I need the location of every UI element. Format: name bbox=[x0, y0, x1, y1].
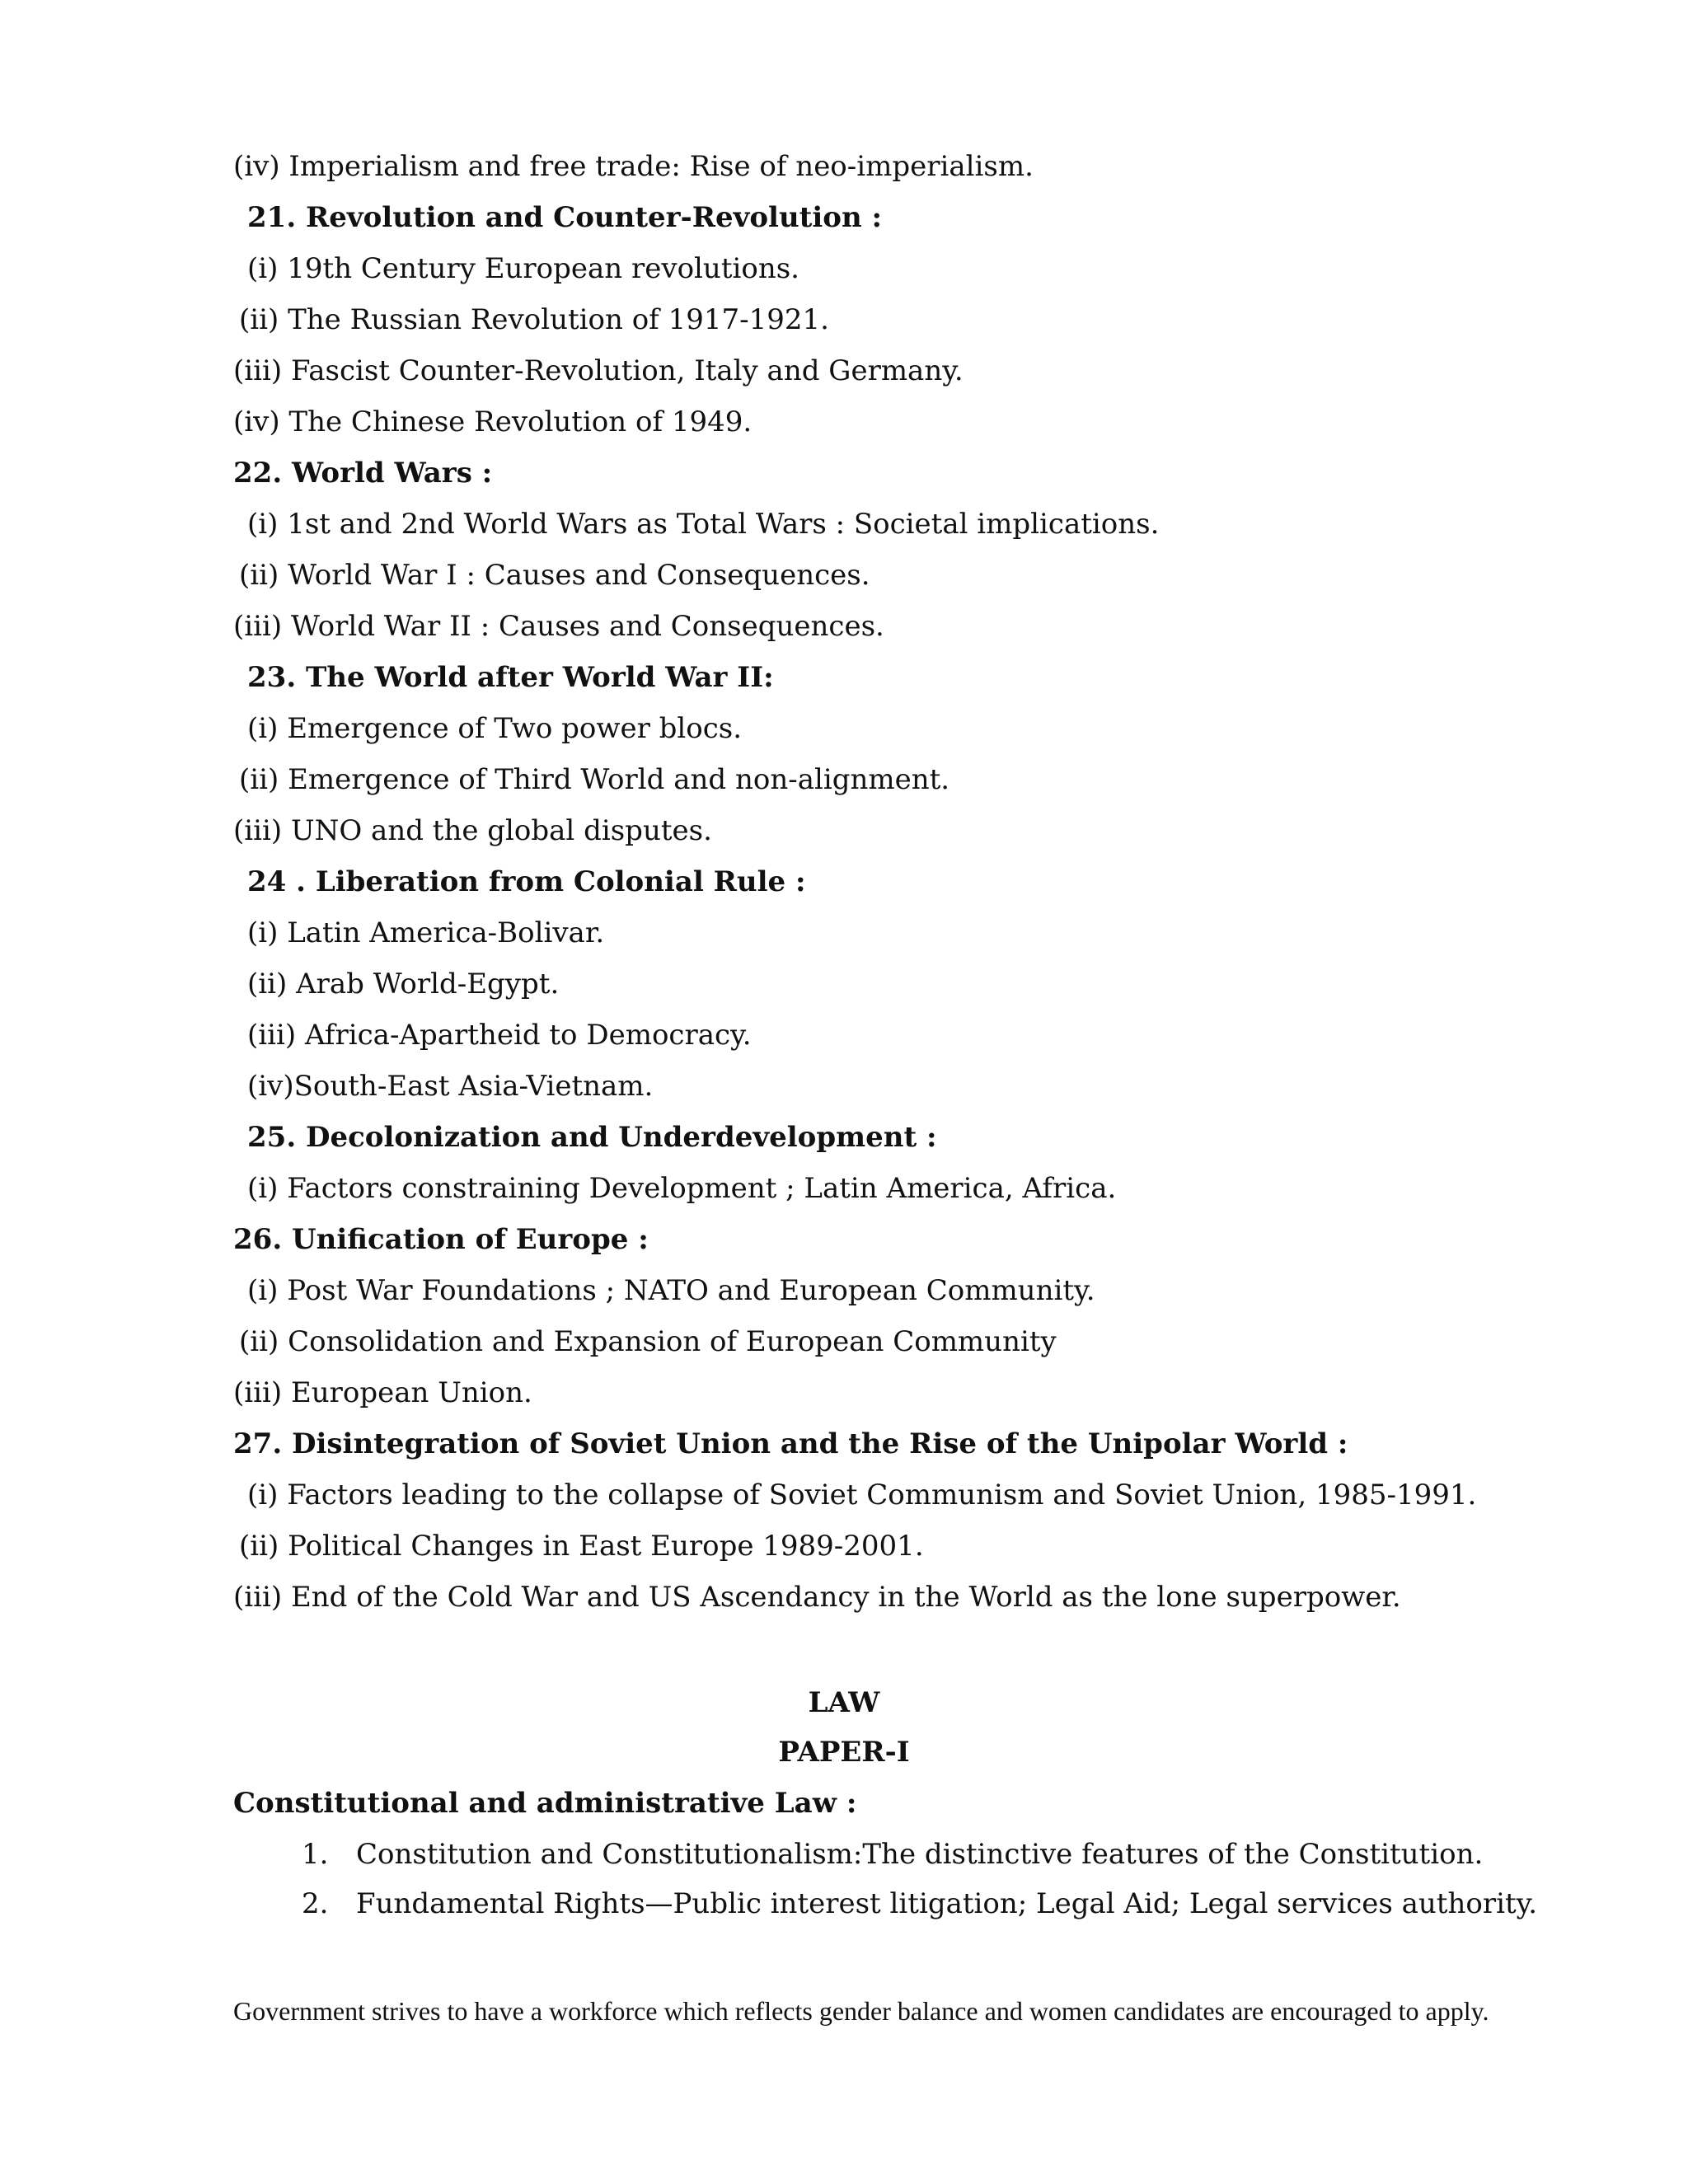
section-heading-constitutional-law: Constitutional and administrative Law : bbox=[233, 1787, 857, 1820]
list-item: (iii) World War II : Causes and Consequences. bbox=[233, 610, 884, 643]
list-item-iv-imperialism: (iv) Imperialism and free trade: Rise of neo-imperialism. bbox=[233, 150, 1034, 183]
law-title: LAW bbox=[808, 1686, 880, 1719]
section-heading-23: 23. The World after World War II: bbox=[247, 661, 774, 694]
list-item: (i) Emergence of Two power blocs. bbox=[247, 712, 743, 745]
list-item: (iii) European Union. bbox=[233, 1376, 532, 1409]
numbered-item-text: Constitution and Constitutionalism:The distinctive features of the Constitution. bbox=[356, 1838, 1484, 1871]
paper-title: PAPER-I bbox=[778, 1736, 910, 1769]
section-heading-27: 27. Disintegration of Soviet Union and the Rise of the Unipolar World : bbox=[233, 1427, 1348, 1460]
numbered-item-text: Fundamental Rights—Public interest litigation; Legal Aid; Legal services authority. bbox=[356, 1887, 1538, 1920]
numbered-item-number: 2. bbox=[302, 1887, 329, 1920]
list-item: (ii) Arab World-Egypt. bbox=[247, 968, 560, 1001]
footer-note: Government strives to have a workforce which reflects gender balance and women candidates are encouraged to apply. bbox=[233, 1996, 1489, 2026]
list-item: (i) Factors constraining Development ; Latin America, Africa. bbox=[247, 1172, 1117, 1205]
list-item: (ii) Political Changes in East Europe 1989-2001. bbox=[239, 1530, 924, 1563]
section-heading-24: 24 . Liberation from Colonial Rule : bbox=[247, 865, 806, 898]
list-item: (ii) Emergence of Third World and non-alignment. bbox=[239, 763, 950, 796]
list-item: (i) 19th Century European revolutions. bbox=[247, 252, 799, 285]
list-item: (i) Factors leading to the collapse of Soviet Communism and Soviet Union, 1985-1991. bbox=[247, 1479, 1477, 1511]
list-item: (iii) UNO and the global disputes. bbox=[233, 814, 712, 847]
section-heading-26: 26. Unification of Europe : bbox=[233, 1223, 649, 1256]
section-heading-21: 21. Revolution and Counter-Revolution : bbox=[247, 201, 883, 234]
list-item: (iii) End of the Cold War and US Ascendancy in the World as the lone superpower. bbox=[233, 1581, 1401, 1614]
list-item: (i) Latin America-Bolivar. bbox=[247, 916, 605, 949]
numbered-item-number: 1. bbox=[302, 1838, 329, 1871]
list-item: (i) Post War Foundations ; NATO and European Community. bbox=[247, 1274, 1095, 1307]
list-item: (i) 1st and 2nd World Wars as Total Wars : Societal implications. bbox=[247, 508, 1160, 541]
section-heading-25: 25. Decolonization and Underdevelopment : bbox=[247, 1121, 937, 1154]
section-heading-22: 22. World Wars : bbox=[233, 457, 493, 490]
list-item: (ii) World War I : Causes and Consequences. bbox=[239, 559, 870, 592]
list-item: (ii) The Russian Revolution of 1917-1921. bbox=[239, 303, 829, 336]
list-item: (iii) Africa-Apartheid to Democracy. bbox=[247, 1019, 752, 1052]
list-item: (iv) The Chinese Revolution of 1949. bbox=[233, 405, 753, 438]
list-item: (iii) Fascist Counter-Revolution, Italy and Germany. bbox=[233, 354, 964, 387]
list-item: (iv)South-East Asia-Vietnam. bbox=[247, 1070, 654, 1103]
list-item: (ii) Consolidation and Expansion of European Community bbox=[239, 1325, 1057, 1358]
